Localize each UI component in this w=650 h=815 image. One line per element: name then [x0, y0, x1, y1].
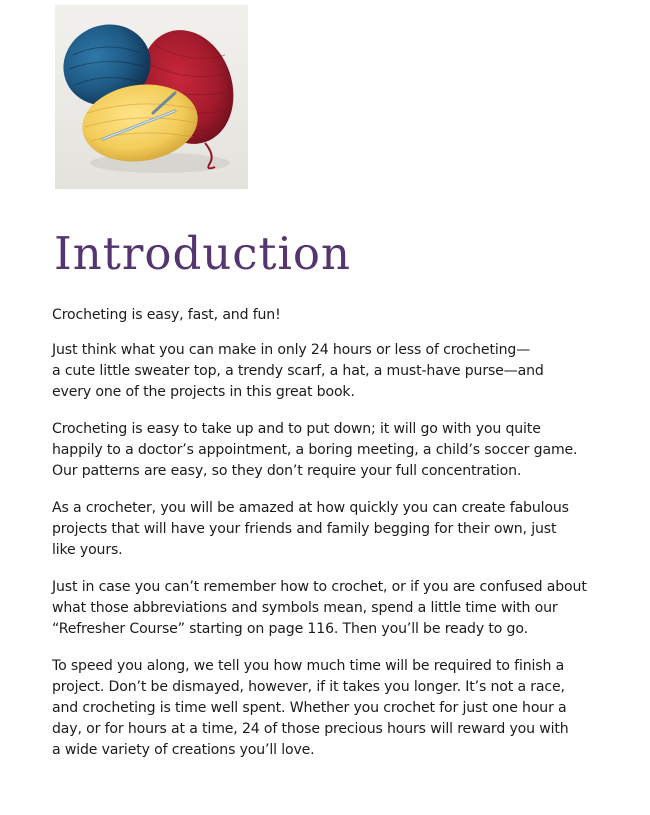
- paragraph: [52, 498, 607, 561]
- text-line: a wide variety of creations you’ll love.: [52, 742, 315, 758]
- paragraph: [52, 577, 607, 640]
- text-line: what those abbreviations and symbols mean, spend a little time with our: [52, 600, 558, 616]
- text-line: happily to a doctor’s appointment, a boring meeting, a child’s soccer game.: [52, 442, 578, 458]
- yarn-balls-icon: [55, 5, 248, 189]
- paragraph: [52, 340, 607, 403]
- paragraph: [52, 656, 607, 761]
- text-line: Just in case you can’t remember how to crochet, or if you are confused about: [52, 579, 587, 595]
- text-line: To speed you along, we tell you how much time will be required to finish a: [52, 658, 565, 674]
- text-line: projects that will have your friends and family begging for their own, just: [52, 521, 557, 537]
- text-line: Our patterns are easy, so they don’t require your full concentration.: [52, 463, 522, 479]
- page-title: Introduction: [54, 227, 351, 280]
- paragraph: [52, 419, 607, 482]
- paragraph: [52, 305, 607, 326]
- text-line: every one of the projects in this great book.: [52, 384, 355, 400]
- text-line: “Refresher Course” starting on page 116. Then you’ll be ready to go.: [52, 621, 528, 637]
- text-line: day, or for hours at a time, 24 of those precious hours will reward you with: [52, 721, 569, 737]
- text-line: Crocheting is easy to take up and to put down; it will go with you quite: [52, 421, 541, 437]
- text-line: a cute little sweater top, a trendy scarf, a hat, a must-have purse—and: [52, 363, 544, 379]
- text-line: Crocheting is easy, fast, and fun!: [52, 307, 281, 323]
- text-line: Just think what you can make in only 24 hours or less of crocheting—: [52, 342, 531, 358]
- text-line: project. Don’t be dismayed, however, if it takes you longer. It’s not a race,: [52, 679, 565, 695]
- yarn-photo: [55, 5, 248, 189]
- text-line: As a crocheter, you will be amazed at how quickly you can create fabulous: [52, 500, 569, 516]
- intro-body: [52, 305, 607, 777]
- text-line: like yours.: [52, 542, 123, 558]
- text-line: and crocheting is time well spent. Whether you crochet for just one hour a: [52, 700, 567, 716]
